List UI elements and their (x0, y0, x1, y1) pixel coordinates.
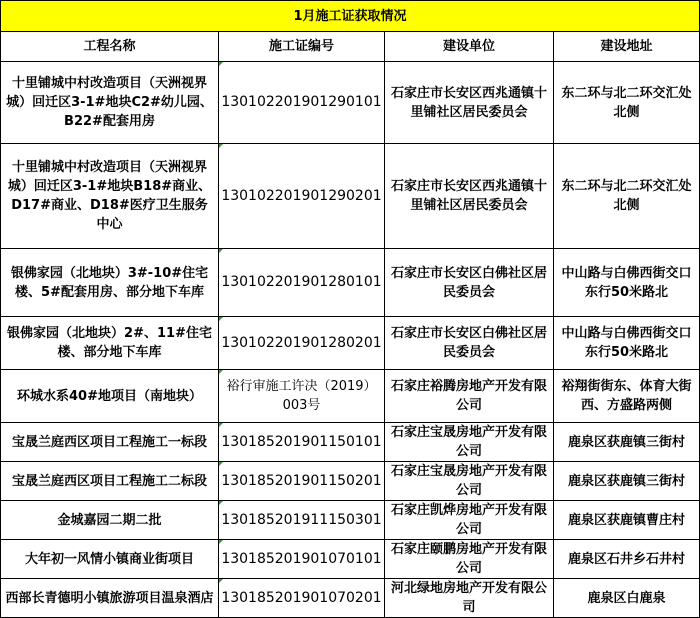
header-construction-unit: 建设单位 (385, 32, 554, 62)
construction-address-cell: 鹿泉区白鹿泉 (554, 579, 700, 618)
project-name-cell: 银佛家园（北地块）3#-10#住宅楼、5#配套用房、部分地下车库 (1, 249, 219, 317)
table-row (1, 540, 700, 579)
construction-unit-cell: 石家庄市长安区白佛社区居民委员会 (385, 249, 554, 317)
project-name-cell: 西部长青德明小镇旅游项目温泉酒店 (1, 579, 219, 618)
project-name-cell: 十里铺城中村改造项目（天洲视界城）回迁区3-1#地块C2#幼儿园、B22#配套用房 (1, 62, 219, 144)
construction-unit-cell: 石家庄宝晟房地产开发有限公司 (385, 423, 554, 462)
table-title: 1月施工证获取情况 (1, 1, 700, 32)
construction-address-cell: 裕翔街街东、体育大街西、方盛路两侧 (554, 370, 700, 423)
construction-address-cell: 中山路与白佛西街交口东行50米路北 (554, 317, 700, 370)
title-row (1, 1, 700, 32)
permit-number-cell: 130102201901290201 (219, 144, 385, 249)
permit-number-cell: 130185201911150301 (219, 501, 385, 540)
table-row (1, 370, 700, 423)
table-row (1, 462, 700, 501)
construction-unit-cell: 石家庄市长安区西兆通镇十里铺社区居民委员会 (385, 144, 554, 249)
permit-number-cell: 130102201901290101 (219, 62, 385, 144)
table-row (1, 144, 700, 249)
construction-unit-cell: 石家庄凯烨房地产开发有限公司 (385, 501, 554, 540)
construction-address-cell: 鹿泉区获鹿镇三街村 (554, 423, 700, 462)
table-row (1, 317, 700, 370)
permit-number-cell: 130102201901280201 (219, 317, 385, 370)
header-project-name: 工程名称 (1, 32, 219, 62)
permit-number-cell: 130185201901150101 (219, 423, 385, 462)
construction-address-cell: 东二环与北二环交汇处北侧 (554, 62, 700, 144)
construction-address-cell: 中山路与白佛西街交口东行50米路北 (554, 249, 700, 317)
permit-number-cell: 130185201901150201 (219, 462, 385, 501)
permit-number-cell: 130102201901280101 (219, 249, 385, 317)
table-row (1, 579, 700, 618)
project-name-cell: 宝晟兰庭西区项目工程施工二标段 (1, 462, 219, 501)
project-name-cell: 宝晟兰庭西区项目工程施工一标段 (1, 423, 219, 462)
permit-number-cell: 裕行审施工许决（2019）003号 (219, 370, 385, 423)
construction-unit-cell: 石家庄裕腾房地产开发有限公司 (385, 370, 554, 423)
table-row (1, 423, 700, 462)
permit-number-cell: 130185201901070201 (219, 579, 385, 618)
project-name-cell: 金城嘉园二期二批 (1, 501, 219, 540)
table-row (1, 249, 700, 317)
construction-unit-cell: 石家庄市长安区白佛社区居民委员会 (385, 317, 554, 370)
project-name-cell: 环城水系40#地项目（南地块） (1, 370, 219, 423)
construction-address-cell: 鹿泉区石井乡石井村 (554, 540, 700, 579)
project-name-cell: 十里铺城中村改造项目（天洲视界城）回迁区3-1#地块B18#商业、D17#商业、D18#医疗卫生服务中心 (1, 144, 219, 249)
project-name-cell: 银佛家园（北地块）2#、11#住宅楼、部分地下车库 (1, 317, 219, 370)
construction-address-cell: 鹿泉区获鹿镇曹庄村 (554, 501, 700, 540)
table-row (1, 62, 700, 144)
construction-unit-cell: 河北绿地房地产开发有限公司 (385, 579, 554, 618)
construction-unit-cell: 石家庄颐鹏房地产开发有限公司 (385, 540, 554, 579)
construction-address-cell: 东二环与北二环交汇处北侧 (554, 144, 700, 249)
header-permit-number: 施工证编号 (219, 32, 385, 62)
construction-unit-cell: 石家庄市长安区西兆通镇十里铺社区居民委员会 (385, 62, 554, 144)
construction-address-cell: 鹿泉区获鹿镇三街村 (554, 462, 700, 501)
table-row (1, 501, 700, 540)
permit-number-cell: 130185201901070101 (219, 540, 385, 579)
construction-unit-cell: 石家庄宝晟房地产开发有限公司 (385, 462, 554, 501)
header-row (1, 32, 700, 62)
project-name-cell: 大年初一风情小镇商业街项目 (1, 540, 219, 579)
header-construction-address: 建设地址 (554, 32, 700, 62)
